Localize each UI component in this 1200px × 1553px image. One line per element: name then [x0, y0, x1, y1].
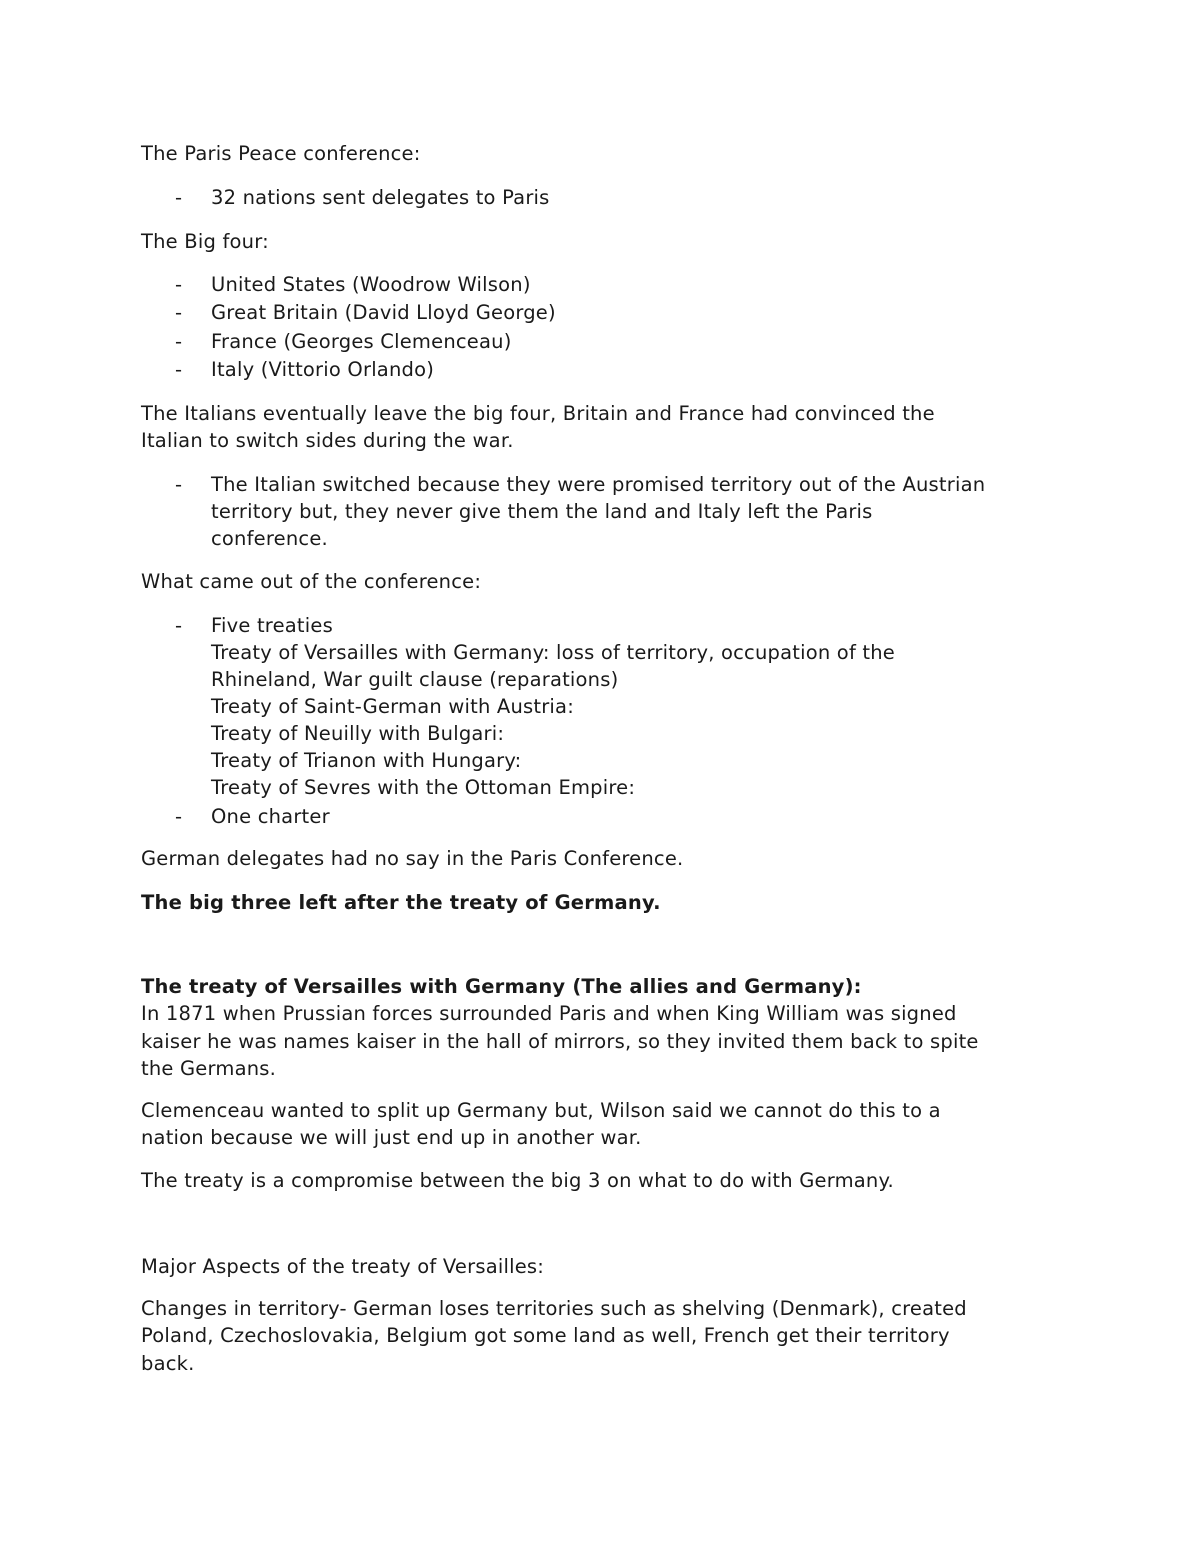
list-item: Five treaties [211, 614, 333, 637]
paragraph-line: German delegates had no say in the Paris Conference. [141, 847, 684, 870]
paragraph-line: Changes in territory- German loses territories such as shelving (Denmark), created [141, 1297, 967, 1320]
paragraph-line: Poland, Czechoslovakia, Belgium got some land as well, French get their territory [141, 1324, 950, 1347]
list-item-line: Treaty of Sevres with the Ottoman Empire: [211, 776, 636, 799]
paragraph-line: the Germans. [141, 1057, 277, 1080]
bold-statement: The big three left after the treaty of Germany. [141, 891, 661, 914]
paragraph-line: The Italians eventually leave the big four, Britain and France had convinced the [141, 402, 935, 425]
heading-paris-peace-conference: The Paris Peace conference: [141, 142, 421, 165]
bullet-dash: - [175, 473, 183, 496]
paragraph-line: nation because we will just end up in another war. [141, 1126, 642, 1149]
bullet-dash: - [175, 301, 183, 324]
list-item: United States (Woodrow Wilson) [211, 273, 531, 296]
paragraph-line: kaiser he was names kaiser in the hall of mirrors, so they invited them back to spite [141, 1030, 979, 1053]
list-item-line: Treaty of Saint-German with Austria: [211, 695, 574, 718]
list-item-line: Treaty of Trianon with Hungary: [211, 749, 522, 772]
paragraph-line: In 1871 when Prussian forces surrounded Paris and when King William was signed [141, 1002, 957, 1025]
list-item: Italy (Vittorio Orlando) [211, 358, 435, 381]
list-item: 32 nations sent delegates to Paris [211, 186, 550, 209]
bullet-dash: - [175, 805, 183, 828]
bullet-dash: - [175, 330, 183, 353]
bullet-dash: - [175, 614, 183, 637]
list-item-line: Treaty of Neuilly with Bulgari: [211, 722, 505, 745]
list-item-line: Treaty of Versailles with Germany: loss of territory, occupation of the [211, 641, 896, 664]
heading-major-aspects: Major Aspects of the treaty of Versailles: [141, 1255, 545, 1278]
heading-outcome: What came out of the conference: [141, 570, 482, 593]
heading-big-four: The Big four: [141, 230, 269, 253]
list-item-line: territory but, they never give them the land and Italy left the Paris [211, 500, 873, 523]
paragraph-line: back. [141, 1352, 195, 1375]
list-item: Great Britain (David Lloyd George) [211, 301, 556, 324]
list-item: France (Georges Clemenceau) [211, 330, 512, 353]
paragraph-line: Italian to switch sides during the war. [141, 429, 514, 452]
list-item-line: The Italian switched because they were promised territory out of the Austrian [211, 473, 986, 496]
bullet-dash: - [175, 358, 183, 381]
paragraph-line: The treaty is a compromise between the big 3 on what to do with Germany. [141, 1169, 894, 1192]
list-item-line: Rhineland, War guilt clause (reparations) [211, 668, 619, 691]
section-heading-versailles: The treaty of Versailles with Germany (The allies and Germany): [141, 975, 862, 998]
list-item: One charter [211, 805, 330, 828]
bullet-dash: - [175, 273, 183, 296]
bullet-dash: - [175, 186, 183, 209]
paragraph-line: Clemenceau wanted to split up Germany but, Wilson said we cannot do this to a [141, 1099, 941, 1122]
list-item-line: conference. [211, 527, 328, 550]
